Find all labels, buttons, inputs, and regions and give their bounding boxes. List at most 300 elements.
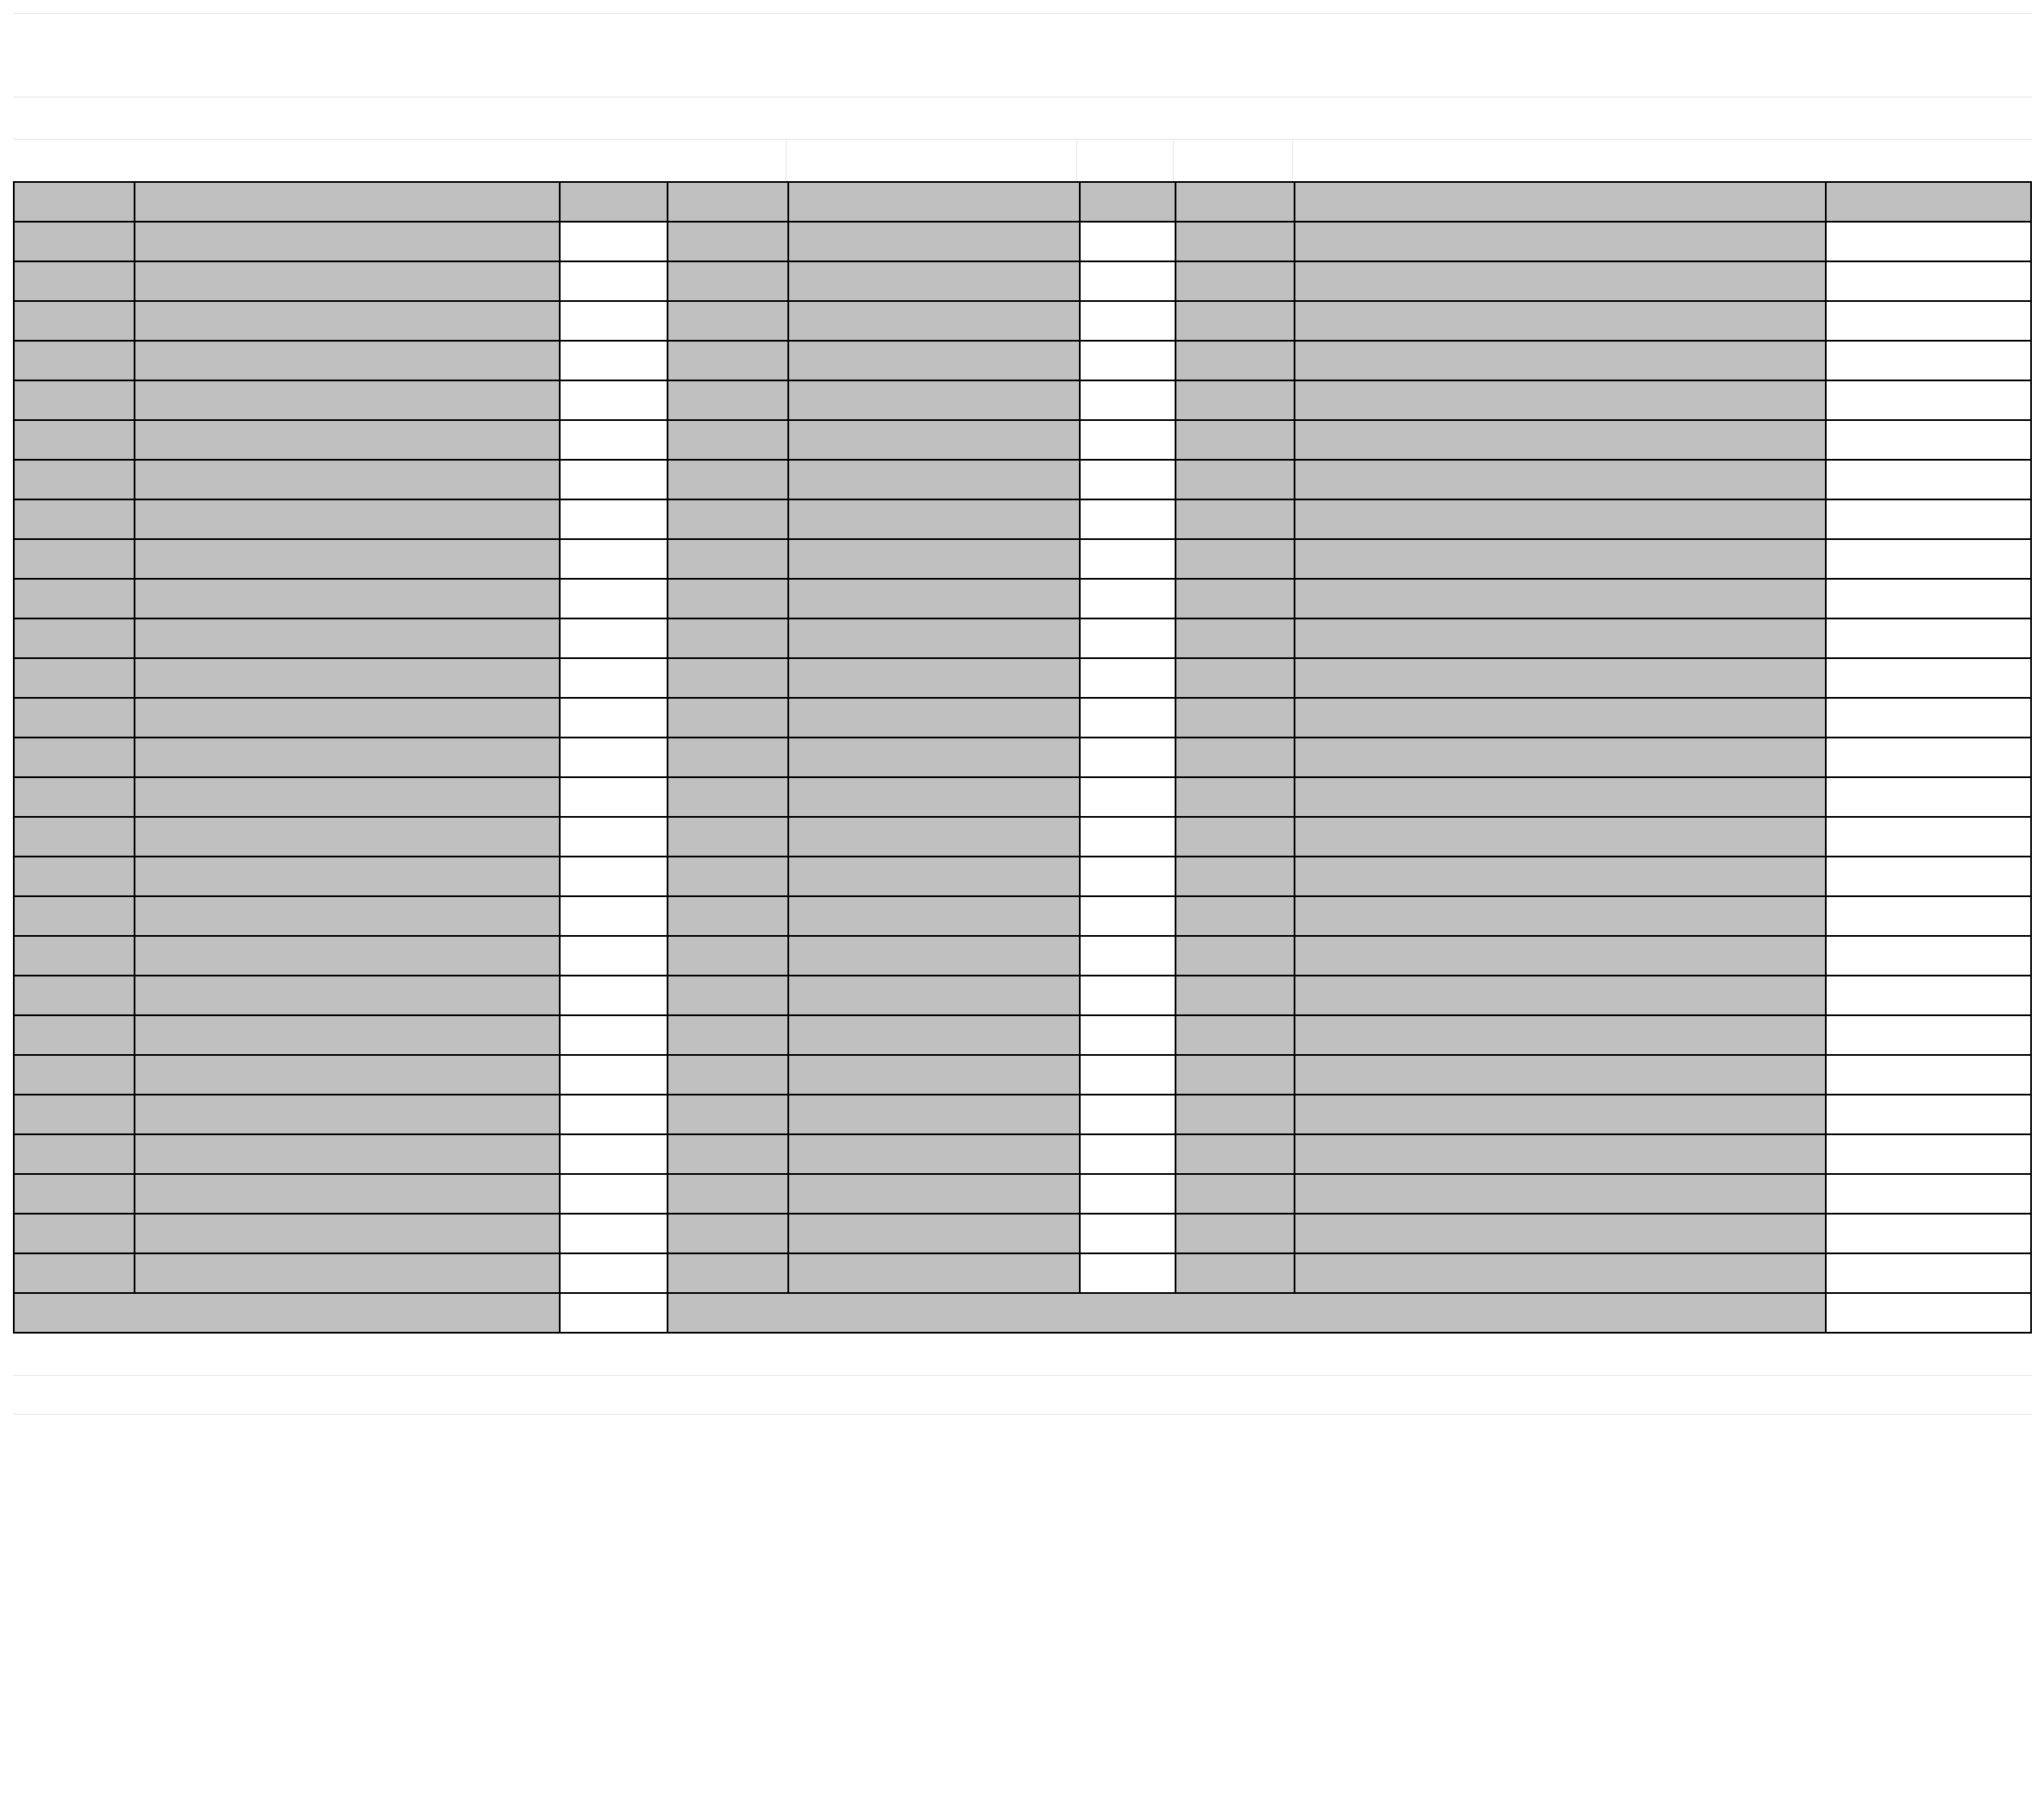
amount [1826, 261, 2031, 301]
subject-name [788, 380, 1080, 420]
subject-code [14, 1095, 135, 1134]
amount [1826, 499, 2031, 539]
col-header [1295, 182, 1826, 222]
subject-name-text [141, 863, 168, 891]
amount [1826, 341, 2031, 380]
subject-code [668, 618, 788, 658]
subject-name [788, 1015, 1080, 1055]
col-header [1176, 182, 1295, 222]
subject-name [135, 738, 559, 777]
subject-name-text [1301, 664, 1328, 693]
amount [560, 936, 668, 976]
table-row [14, 261, 2031, 301]
amount [1826, 896, 2031, 936]
subject-name [1295, 539, 1826, 579]
amount [1826, 301, 2031, 341]
subject-code [1176, 261, 1295, 301]
subject-name [788, 777, 1080, 817]
subject-name-text [794, 823, 822, 851]
header-row [14, 182, 2031, 222]
subject-code [14, 579, 135, 618]
subject-name-text [141, 982, 168, 1010]
amount [1826, 1055, 2031, 1095]
amount [1826, 817, 2031, 857]
subject-code [668, 380, 788, 420]
table-row [14, 222, 2031, 261]
subject-name-text [1301, 982, 1328, 1010]
table-row [14, 499, 2031, 539]
subject-code [14, 1174, 135, 1214]
amount [1826, 1214, 2031, 1253]
subject-name [1295, 936, 1826, 976]
subject-name-text [1301, 347, 1328, 375]
amount [560, 1214, 668, 1253]
amount [1080, 698, 1176, 738]
subject-code [1176, 936, 1295, 976]
amount [1826, 1134, 2031, 1174]
subject-code [668, 1134, 788, 1174]
col-header [135, 182, 559, 222]
subject-name [1295, 460, 1826, 499]
subject-code [1176, 499, 1295, 539]
subject-name [135, 222, 559, 261]
subject-name [135, 341, 559, 380]
subject-code [14, 499, 135, 539]
amount [1080, 857, 1176, 896]
subject-name-text [794, 664, 822, 693]
subject-name-text [1301, 863, 1328, 891]
subject-name [1295, 1214, 1826, 1253]
amount [1080, 777, 1176, 817]
table-row [14, 1174, 2031, 1214]
subject-name [135, 896, 559, 936]
amount [560, 698, 668, 738]
subject-name-text [794, 704, 822, 732]
table-row [14, 936, 2031, 976]
subject-name [788, 658, 1080, 698]
amount [1080, 341, 1176, 380]
subject-name [1295, 618, 1826, 658]
subject-name-text [141, 1061, 168, 1089]
amount [560, 1055, 668, 1095]
table-row [14, 380, 2031, 420]
amount [1826, 579, 2031, 618]
subject-name-text [1301, 466, 1328, 494]
table-row [14, 1095, 2031, 1134]
subject-name [1295, 1134, 1826, 1174]
amount [1826, 539, 2031, 579]
subject-name-text [1301, 823, 1328, 851]
subject-code [1176, 460, 1295, 499]
subject-code [14, 936, 135, 976]
subject-code [1176, 1253, 1295, 1293]
public-total-value [1826, 1293, 2031, 1333]
subject-code [668, 499, 788, 539]
table-row [14, 579, 2031, 618]
table-row [14, 817, 2031, 857]
amount [1080, 261, 1176, 301]
subject-code [14, 261, 135, 301]
amount [560, 1174, 668, 1214]
subject-name-text [794, 1259, 822, 1288]
amount [1080, 301, 1176, 341]
amount [1080, 976, 1176, 1015]
amount [560, 618, 668, 658]
amount [560, 341, 668, 380]
table-row [14, 1253, 2031, 1293]
subject-name [135, 380, 559, 420]
amount [1080, 817, 1176, 857]
subject-name-text [794, 1140, 822, 1169]
subject-name [788, 222, 1080, 261]
subject-name [1295, 817, 1826, 857]
amount [1826, 420, 2031, 460]
subject-code [1176, 817, 1295, 857]
subject-code [1176, 380, 1295, 420]
amount [1826, 1015, 2031, 1055]
table-row [14, 1134, 2031, 1174]
subject-name [1295, 499, 1826, 539]
subject-code [14, 817, 135, 857]
subject-name-text [794, 783, 822, 812]
table-note [13, 1334, 2032, 1376]
subject-code [668, 261, 788, 301]
subject-code [668, 896, 788, 936]
subject-name [788, 936, 1080, 976]
table-row [14, 1055, 2031, 1095]
subject-name-text [141, 823, 168, 851]
subject-name [1295, 1253, 1826, 1293]
amount [560, 579, 668, 618]
subject-code [1176, 341, 1295, 380]
subject-code [668, 460, 788, 499]
subject-name [788, 698, 1080, 738]
amount [1080, 1055, 1176, 1095]
subject-name [135, 658, 559, 698]
subject-name-text [1301, 1180, 1328, 1208]
amount [1826, 698, 2031, 738]
subject-name-text [141, 1220, 168, 1248]
amount [560, 896, 668, 936]
amount [1826, 1095, 2031, 1134]
subject-code [14, 301, 135, 341]
subject-name-text [141, 307, 168, 336]
amount [1826, 658, 2031, 698]
subject-code [1176, 1015, 1295, 1055]
subject-name [135, 698, 559, 738]
amount [1080, 738, 1176, 777]
subject-name-text [794, 386, 822, 415]
subject-name [788, 301, 1080, 341]
subject-name [135, 1015, 559, 1055]
amount [1080, 380, 1176, 420]
table-row [14, 618, 2031, 658]
subject-name-text [1301, 744, 1328, 772]
subject-name-text [141, 267, 168, 296]
subject-name-text [141, 1259, 168, 1288]
subject-name [1295, 341, 1826, 380]
subject-code [14, 658, 135, 698]
subject-name [135, 420, 559, 460]
subject-name-text [1301, 307, 1328, 336]
subject-name-text [141, 386, 168, 415]
subject-code [668, 1055, 788, 1095]
amount [1080, 460, 1176, 499]
subject-code [14, 539, 135, 579]
col-header [560, 182, 668, 222]
amount [1826, 1253, 2031, 1293]
amount [1826, 222, 2031, 261]
subject-name-text [1301, 1021, 1328, 1050]
amount [1826, 738, 2031, 777]
amount [560, 1253, 668, 1293]
subject-name-text [1301, 1140, 1328, 1169]
subject-name [135, 857, 559, 896]
subject-name-text [794, 942, 822, 970]
subject-name [788, 579, 1080, 618]
subject-name [135, 1095, 559, 1134]
col-header [788, 182, 1080, 222]
subject-name [788, 857, 1080, 896]
subject-code [1176, 1214, 1295, 1253]
subject-name [1295, 1174, 1826, 1214]
subject-code [668, 698, 788, 738]
subject-code [14, 1015, 135, 1055]
subject-name-text [1301, 545, 1328, 574]
subject-code [14, 618, 135, 658]
subject-name-text [1301, 1061, 1328, 1089]
subject-name [1295, 222, 1826, 261]
amount [560, 222, 668, 261]
subject-code [668, 341, 788, 380]
expenditure-table [13, 181, 2032, 1334]
subject-name [788, 499, 1080, 539]
subject-name-text [794, 267, 822, 296]
amount [560, 460, 668, 499]
amount [1826, 936, 2031, 976]
subject-code [668, 817, 788, 857]
subject-code [1176, 618, 1295, 658]
table-row [14, 420, 2031, 460]
subject-name [788, 1055, 1080, 1095]
subject-name-text [1301, 783, 1328, 812]
subject-code [1176, 1055, 1295, 1095]
amount [1080, 1134, 1176, 1174]
subject-code [1176, 301, 1295, 341]
subject-code [1176, 698, 1295, 738]
amount [1826, 380, 2031, 420]
amount [560, 658, 668, 698]
subject-code [1176, 1174, 1295, 1214]
subject-name-text [141, 585, 168, 613]
subject-name [788, 817, 1080, 857]
subject-name-text [794, 625, 822, 653]
subject-name [1295, 896, 1826, 936]
subject-name [135, 976, 559, 1015]
amount [1080, 896, 1176, 936]
amount [560, 420, 668, 460]
subject-name [135, 1214, 559, 1253]
subject-name-text [141, 347, 168, 375]
subject-name [135, 817, 559, 857]
subject-name [135, 936, 559, 976]
subject-name [788, 420, 1080, 460]
subject-name [788, 341, 1080, 380]
amount [560, 1134, 668, 1174]
col-header [1080, 182, 1176, 222]
amount [560, 380, 668, 420]
subject-name-text [794, 505, 822, 534]
personnel-total-value [560, 1293, 668, 1333]
amount [560, 261, 668, 301]
subject-code [1176, 539, 1295, 579]
subject-name [135, 777, 559, 817]
subject-code [668, 1015, 788, 1055]
subject-code [14, 341, 135, 380]
subject-code [14, 460, 135, 499]
subject-name-text [141, 744, 168, 772]
subject-code [1176, 777, 1295, 817]
amount [560, 976, 668, 1015]
subject-code [668, 976, 788, 1015]
subject-name [1295, 976, 1826, 1015]
subject-name [788, 1253, 1080, 1293]
amount [1080, 1174, 1176, 1214]
table-row [14, 658, 2031, 698]
subject-name-text [141, 426, 168, 455]
subject-name [788, 896, 1080, 936]
report-title [13, 13, 2032, 97]
subject-name [788, 1134, 1080, 1174]
subject-code [668, 301, 788, 341]
subject-name-text [794, 466, 822, 494]
subject-name [1295, 698, 1826, 738]
subject-code [668, 1095, 788, 1134]
subject-name-text [1301, 1220, 1328, 1248]
amount [560, 301, 668, 341]
amount [560, 1095, 668, 1134]
subject-name-text [794, 585, 822, 613]
subject-name-text [141, 902, 168, 931]
subject-name [1295, 579, 1826, 618]
subject-name [788, 539, 1080, 579]
subject-name-text [141, 466, 168, 494]
subject-code [668, 1174, 788, 1214]
subject-name [1295, 261, 1826, 301]
amount [1080, 1095, 1176, 1134]
subject-code [668, 777, 788, 817]
subject-name-text [1301, 942, 1328, 970]
subject-name-text [1301, 505, 1328, 534]
subject-name-text [1301, 585, 1328, 613]
table-row [14, 301, 2031, 341]
table-row [14, 777, 2031, 817]
subject-code [14, 1134, 135, 1174]
subject-name [135, 1253, 559, 1293]
amount [1080, 222, 1176, 261]
subject-name-text [794, 1180, 822, 1208]
subject-name-text [141, 1180, 168, 1208]
subject-code [14, 1214, 135, 1253]
col-header [14, 182, 135, 222]
subject-name-text [141, 625, 168, 653]
subject-code [668, 539, 788, 579]
subject-name [788, 460, 1080, 499]
table-row [14, 976, 2031, 1015]
subject-code [1176, 1095, 1295, 1134]
amount [1826, 976, 2031, 1015]
subject-name-text [794, 982, 822, 1010]
col-header [668, 182, 788, 222]
subject-name-text [794, 1220, 822, 1248]
subject-code [668, 1253, 788, 1293]
subject-code [668, 936, 788, 976]
amount [1826, 618, 2031, 658]
subject-code [14, 857, 135, 896]
subject-name [788, 1095, 1080, 1134]
blank-row [13, 1376, 2032, 1415]
subject-code [14, 777, 135, 817]
amount [1080, 499, 1176, 539]
subject-name [135, 579, 559, 618]
subject-code [1176, 222, 1295, 261]
amount [1080, 539, 1176, 579]
subject-name-text [141, 942, 168, 970]
subject-name [1295, 301, 1826, 341]
table-row [14, 698, 2031, 738]
totals-row [14, 1293, 2031, 1333]
amount [1080, 618, 1176, 658]
subject-name-text [1301, 1259, 1328, 1288]
amount [560, 499, 668, 539]
subject-code [1176, 976, 1295, 1015]
subject-name [135, 261, 559, 301]
subject-name-text [141, 1140, 168, 1169]
subject-code [668, 857, 788, 896]
subject-name [135, 618, 559, 658]
subject-name [1295, 1095, 1826, 1134]
subject-code [668, 222, 788, 261]
subject-name [1295, 420, 1826, 460]
subject-code [14, 380, 135, 420]
table-row [14, 539, 2031, 579]
amount [560, 777, 668, 817]
subject-name [788, 261, 1080, 301]
amount [560, 817, 668, 857]
subject-name [135, 1055, 559, 1095]
subject-name [1295, 1015, 1826, 1055]
amount [560, 857, 668, 896]
subject-name-text [141, 664, 168, 693]
amount [1080, 420, 1176, 460]
subject-name-text [794, 902, 822, 931]
amount [1826, 857, 2031, 896]
subject-name-text [794, 426, 822, 455]
amount [1826, 460, 2031, 499]
subject-name [135, 460, 559, 499]
subject-name-text [141, 505, 168, 534]
subject-code [14, 420, 135, 460]
subject-name-text [794, 347, 822, 375]
subject-code [1176, 896, 1295, 936]
subject-name-text [794, 307, 822, 336]
subject-code [1176, 579, 1295, 618]
subject-name-text [794, 1061, 822, 1089]
col-header [1826, 182, 2031, 222]
personnel-total-label [14, 1293, 560, 1333]
subject-code [14, 1055, 135, 1095]
subject-name-text [1301, 704, 1328, 732]
